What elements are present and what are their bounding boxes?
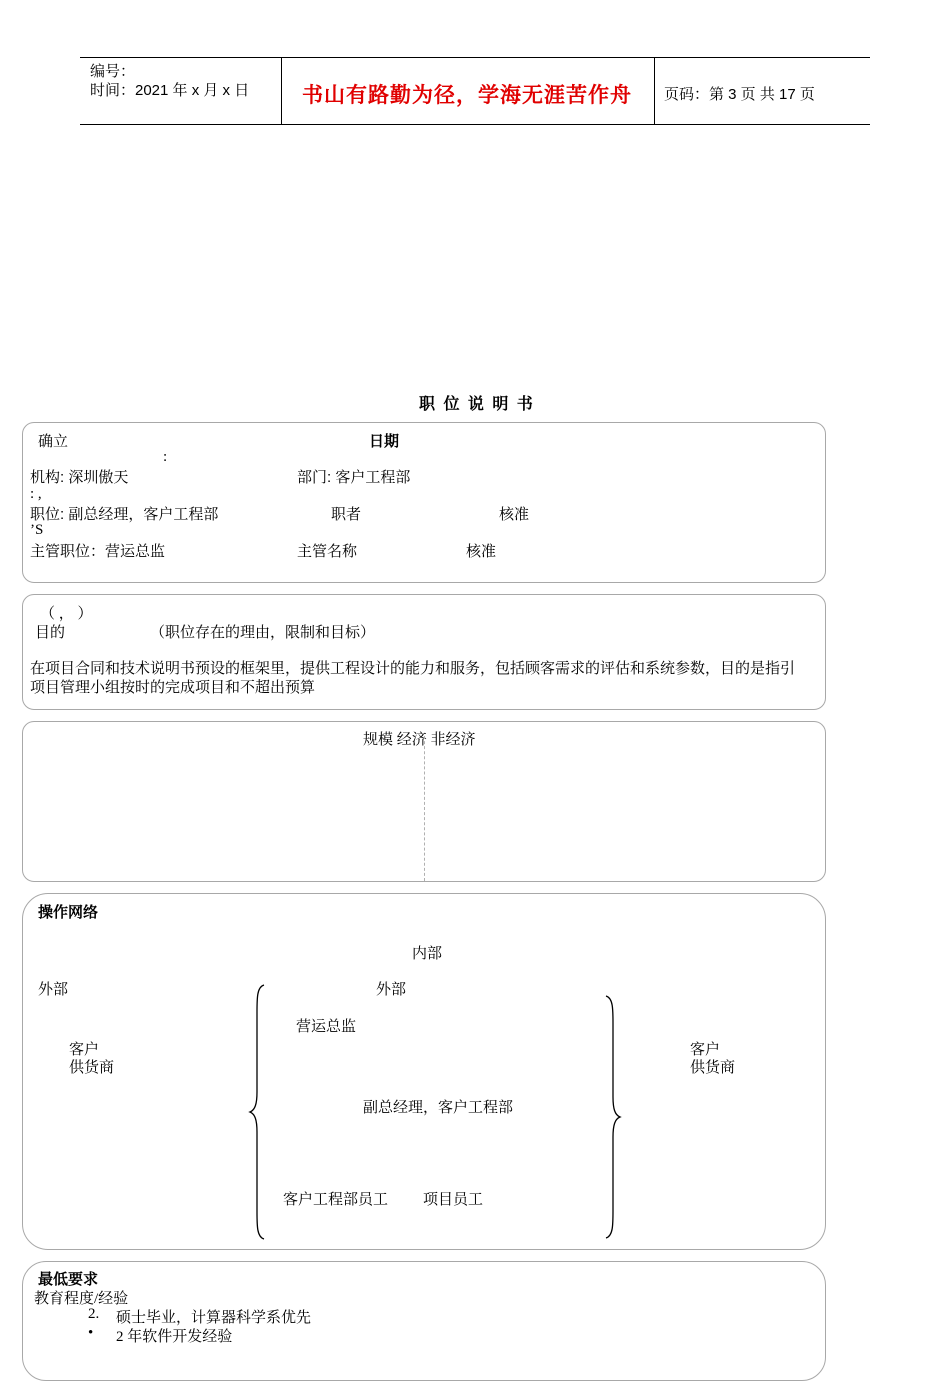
scale-divider <box>424 736 425 881</box>
purpose-text-line-2: 项目管理小组按时的完成项目和不超出预算 <box>30 680 316 696</box>
education-label: 教育程度/经验 <box>34 1291 129 1307</box>
approve-label-1: 核准 <box>499 506 530 523</box>
network-title: 操作网络 <box>38 904 99 921</box>
holder-label: 职者 <box>331 506 362 523</box>
supervisor-position-field: 主管职位：营运总监 <box>30 544 166 560</box>
requirement-item-1: 硕士毕业，计算器科学系优先 <box>116 1310 312 1326</box>
header-motto: 书山有路勤为径，学海无涯苦作舟 <box>302 83 632 107</box>
right-customer-label: 客户 <box>690 1042 721 1058</box>
approve-label-2: 核准 <box>466 544 497 560</box>
header-bottom-rule <box>80 124 870 125</box>
punctuation-mark: : , <box>30 486 42 502</box>
apostrophe-mark: ’S <box>30 522 44 538</box>
scale-label: 规模 经济 非经济 <box>363 732 476 748</box>
confirm-label: 确立 <box>38 434 69 450</box>
vice-president-label: 副总经理，客户工程部 <box>363 1100 514 1116</box>
project-staff-label: 项目员工 <box>423 1192 484 1208</box>
position-field: 职位: 副总经理，客户工程部 <box>30 506 219 523</box>
header-divider-1 <box>281 57 282 124</box>
date-label: 日期 <box>369 433 400 450</box>
right-supplier-label: 供货商 <box>690 1060 736 1076</box>
left-customer-label: 客户 <box>69 1042 100 1058</box>
header-divider-2 <box>654 57 655 124</box>
header-top-rule <box>80 57 870 58</box>
requirement-item-2: 2 年软件开发经验 <box>116 1329 233 1345</box>
left-brace <box>248 984 268 1240</box>
purpose-label: 目的 <box>35 625 66 641</box>
purpose-paren: （ ， ） <box>40 606 93 622</box>
document-title: 职 位 说 明 书 <box>419 396 535 413</box>
department-field: 部门: 客户工程部 <box>297 469 411 486</box>
internal-label: 内部 <box>412 946 443 962</box>
purpose-text-line-1: 在项目合同和技术说明书预设的框架里，提供工程设计的能力和服务，包括顾客需求的评估和系统参数，目的是指引 <box>30 661 796 677</box>
requirement-item-1-number: 2. <box>88 1306 100 1322</box>
supervisor-name-label: 主管名称 <box>297 544 358 560</box>
purpose-note: （职位存在的理由，限制和目标） <box>150 625 376 641</box>
external-middle-label: 外部 <box>376 982 407 998</box>
page-number-label: 页码：第 3 页 共 17 页 <box>664 86 815 103</box>
colon-mark: : <box>163 449 168 465</box>
requirement-item-2-bullet: • <box>88 1325 94 1341</box>
director-label: 营运总监 <box>296 1019 357 1035</box>
requirements-title: 最低要求 <box>38 1271 99 1288</box>
department-staff-label: 客户工程部员工 <box>283 1192 389 1208</box>
external-left-label: 外部 <box>38 982 69 998</box>
right-brace <box>603 995 623 1239</box>
document-time-label: 时间：2021 年 x 月 x 日 <box>90 82 250 99</box>
organization-field: 机构: 深圳傲天 <box>30 469 129 486</box>
document-number-label: 编号： <box>90 63 136 80</box>
left-supplier-label: 供货商 <box>69 1060 115 1076</box>
